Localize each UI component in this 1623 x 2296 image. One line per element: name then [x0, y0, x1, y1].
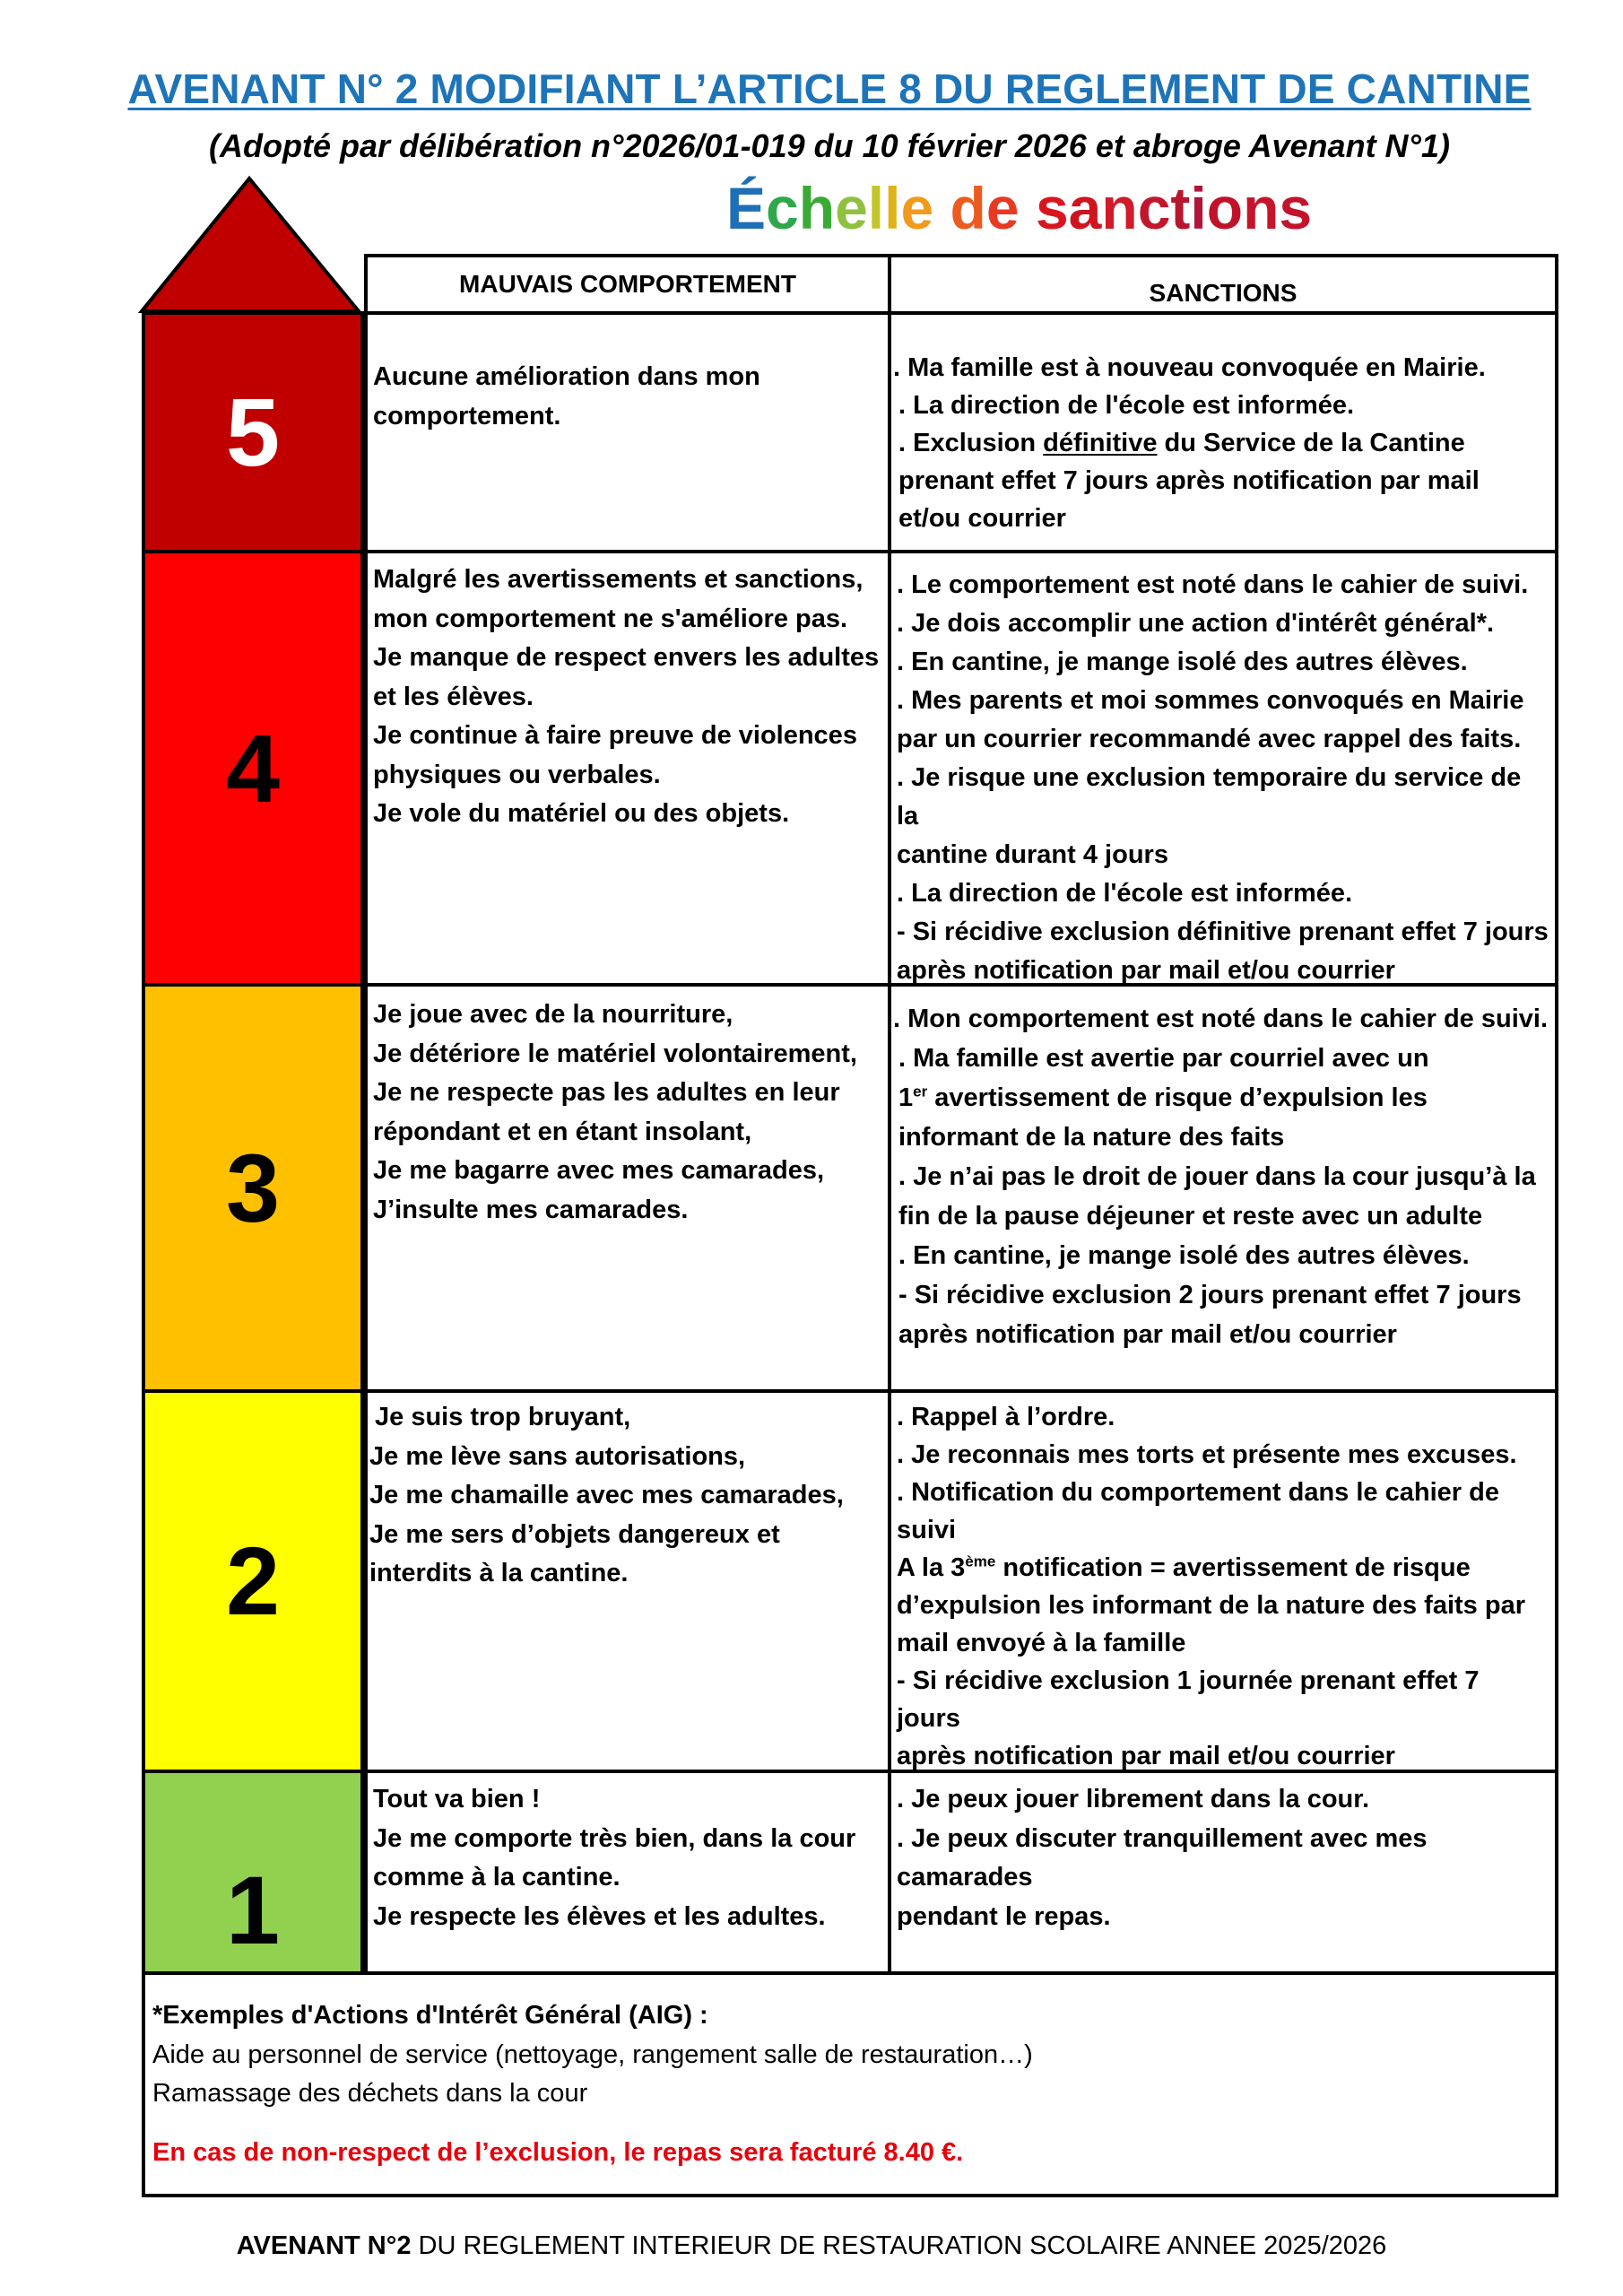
level-3-behavior	[364, 983, 891, 1393]
sanction-line: par un courrier recommandé avec rappel des faits.	[897, 725, 1522, 753]
scale-title-letter: t	[1170, 175, 1191, 241]
level-2-sanctions	[888, 1389, 1558, 1773]
scale-title-letter	[933, 175, 950, 241]
sanction-line: . Mes parents et moi sommes convoqués en Mairie	[897, 686, 1524, 715]
sanction-line: . Le comportement est noté dans le cahier de suivi.	[897, 570, 1529, 599]
level-5-sanctions	[888, 311, 1558, 553]
scale-title-letter: c	[1137, 175, 1171, 241]
scale-title-letter: e	[985, 175, 1020, 241]
scale-title-letter: l	[884, 175, 901, 241]
sanction-line: A la 3ème notification = avertissement de risque	[897, 1552, 1471, 1582]
level-3-number: 3	[225, 1133, 281, 1242]
behavior-line: répondant et en étant insolant,	[373, 1117, 752, 1146]
sanction-line: mail envoyé à la famille	[897, 1629, 1186, 1657]
sanction-line: pendant le repas.	[897, 1901, 1111, 1931]
aig-item: Aide au personnel de service (nettoyage, rangement salle de restauration…)	[152, 2039, 1033, 2069]
header-behavior: MAUVAIS COMPORTEMENT	[364, 254, 891, 315]
scale-title-letter: e	[835, 175, 868, 241]
sanction-line: . Je peux discuter tranquillement avec mes camarades	[897, 1823, 1428, 1892]
sanction-line: . La direction de l'école est informée.	[897, 879, 1353, 908]
sanction-line: prenant effet 7 jours après notification par mail	[898, 466, 1480, 495]
level-5-behavior	[364, 311, 891, 553]
sanction-line: fin de la pause déjeuner et reste avec un adulte	[898, 1202, 1483, 1231]
aig-item: Ramassage des déchets dans la cour	[152, 2079, 588, 2108]
sanction-line: . En cantine, je mange isolé des autres élèves.	[898, 1241, 1470, 1270]
aig-title: *Exemples d'Actions d'Intérêt Général (AIG) :	[152, 2001, 708, 2030]
level-1-behavior	[364, 1770, 891, 1975]
page-title: AVENANT N° 2 MODIFIANT L’ARTICLE 8 DU REGLEMENT DE CANTINE	[127, 65, 1532, 112]
behavior-line: Je me bagarre avec mes camarades,	[373, 1156, 825, 1185]
sanction-line: . Je risque une exclusion temporaire du service de la	[897, 763, 1522, 831]
behavior-line: interdits à la cantine.	[369, 1559, 629, 1587]
level-1-sanctions	[888, 1770, 1558, 1975]
behavior-line: Je me comporte très bien, dans la cour	[373, 1823, 856, 1853]
behavior-line: Je me lève sans autorisations,	[369, 1441, 746, 1471]
scale-title-letter: i	[1190, 175, 1207, 241]
behavior-line: Je manque de respect envers les adultes	[373, 643, 880, 672]
sanction-line: . Exclusion définitive du Service de la Cantine	[898, 429, 1465, 457]
scale-title-letter: s	[1035, 175, 1069, 241]
scale-title-letter: É	[726, 175, 767, 241]
behavior-line: Malgré les avertissements et sanctions,	[373, 565, 864, 594]
behavior-line: Aucune amélioration dans mon	[373, 362, 760, 391]
footer-bold: AVENANT N°2	[236, 2231, 412, 2260]
level-5-box	[142, 311, 364, 553]
scale-title-letter: c	[766, 175, 799, 241]
behavior-line: Je suis trop bruyant,	[375, 1403, 631, 1431]
sanction-line: cantine durant 4 jours	[897, 840, 1168, 869]
sanction-line: . La direction de l'école est informée.	[898, 391, 1355, 420]
sanction-line: . Je dois accomplir une action d'intérêt général*.	[897, 609, 1495, 638]
header-sanctions: SANCTIONS	[888, 254, 1558, 315]
behavior-line: comportement.	[373, 401, 561, 430]
sanction-line: après notification par mail et/ou courrier	[897, 1742, 1395, 1770]
level-2-box	[142, 1389, 364, 1773]
sanction-line: informant de la nature des faits	[898, 1123, 1285, 1152]
scale-title-letter: n	[1243, 175, 1280, 241]
behavior-line: Je joue avec de la nourriture,	[373, 1000, 733, 1029]
level-3-box	[142, 983, 364, 1393]
sanction-line: - Si récidive exclusion définitive prenant effet 7 jours	[897, 918, 1549, 946]
sanction-line: - Si récidive exclusion 1 journée prenant effet 7 jours	[897, 1666, 1480, 1733]
sanction-line: . Mon comportement est noté dans le cahier de suivi.	[893, 1004, 1548, 1033]
behavior-line: et les élèves.	[373, 682, 534, 711]
scale-title-letter: a	[1068, 175, 1102, 241]
sanction-line: . Je peux jouer librement dans la cour.	[897, 1785, 1369, 1813]
behavior-line: J’insulte mes camarades.	[373, 1195, 689, 1224]
sanction-line: . Rappel à l’ordre.	[897, 1403, 1115, 1431]
level-2-number: 2	[225, 1526, 281, 1635]
scale-title-letter: l	[867, 175, 885, 241]
sanction-line: . Je n’ai pas le droit de jouer dans la cour jusqu’à la	[898, 1162, 1536, 1191]
behavior-line: Je me chamaille avec mes camarades,	[369, 1481, 844, 1509]
aig-box	[142, 1971, 1558, 2197]
sanction-line: suivi	[897, 1516, 957, 1544]
level-4-box	[142, 550, 364, 987]
level-1-number: 1	[225, 1856, 281, 1964]
behavior-line: Je respecte les élèves et les adultes.	[373, 1901, 826, 1931]
sanction-line: et/ou courrier	[898, 504, 1066, 533]
sanction-line: . Notification du comportement dans le cahier de	[897, 1478, 1499, 1507]
sanction-line: après notification par mail et/ou courrier	[897, 956, 1395, 985]
behavior-line: Tout va bien !	[373, 1785, 541, 1813]
sanction-line: . Je reconnais mes torts et présente mes excuses.	[897, 1440, 1517, 1469]
level-3-sanctions	[888, 983, 1558, 1393]
scale-title-letter: s	[1279, 175, 1313, 241]
behavior-line: Je continue à faire preuve de violences	[373, 721, 857, 750]
scale-title-letter: d	[950, 175, 986, 241]
scale-title-letter: h	[798, 175, 836, 241]
scale-title	[726, 174, 1312, 242]
scale-title-letter: o	[1206, 175, 1244, 241]
behavior-line: Je vole du matériel ou des objets.	[373, 799, 790, 828]
scale-title-letter: e	[900, 175, 934, 241]
level-4-number: 4	[225, 713, 281, 822]
level-4-sanctions	[888, 550, 1558, 987]
scale-title-letter	[1020, 175, 1036, 241]
sanction-line: après notification par mail et/ou courrier	[898, 1320, 1397, 1349]
document-footer	[0, 2231, 1623, 2261]
scale-title-letter: n	[1101, 175, 1138, 241]
level-5-number: 5	[225, 378, 281, 486]
scale-arrow-triangle	[135, 175, 368, 318]
billing-warning: En cas de non-respect de l’exclusion, le repas sera facturé 8.40 €.	[152, 2137, 964, 2167]
sanction-line: . Ma famille est à nouveau convoquée en Mairie.	[893, 353, 1486, 382]
behavior-line: mon comportement ne s'améliore pas.	[373, 604, 848, 633]
sanction-line: - Si récidive exclusion 2 jours prenant effet 7 jours	[898, 1281, 1522, 1309]
sanction-line: d’expulsion les informant de la nature des faits par	[897, 1591, 1525, 1620]
page-subtitle: (Adopté par délibération n°2026/01-019 du 10 février 2026 et abroge Avenant N°1)	[209, 127, 1450, 164]
behavior-line: Je ne respecte pas les adultes en leur	[373, 1078, 840, 1107]
behavior-line: Je me sers d’objets dangereux et	[369, 1519, 780, 1549]
behavior-line: Je détériore le matériel volontairement,	[373, 1039, 857, 1068]
level-2-behavior	[364, 1389, 891, 1773]
sanction-line: 1er avertissement de risque d’expulsion les	[898, 1083, 1428, 1112]
behavior-line: comme à la cantine.	[373, 1863, 621, 1892]
sanction-line: . Ma famille est avertie par courriel avec un	[898, 1044, 1429, 1073]
level-4-behavior	[364, 550, 891, 987]
level-1-box	[142, 1770, 364, 1975]
sanction-line: . En cantine, je mange isolé des autres élèves.	[897, 648, 1468, 676]
footer-rest: DU REGLEMENT INTERIEUR DE RESTAURATION SCOLAIRE ANNEE 2025/2026	[411, 2231, 1387, 2260]
behavior-line: physiques ou verbales.	[373, 760, 661, 789]
